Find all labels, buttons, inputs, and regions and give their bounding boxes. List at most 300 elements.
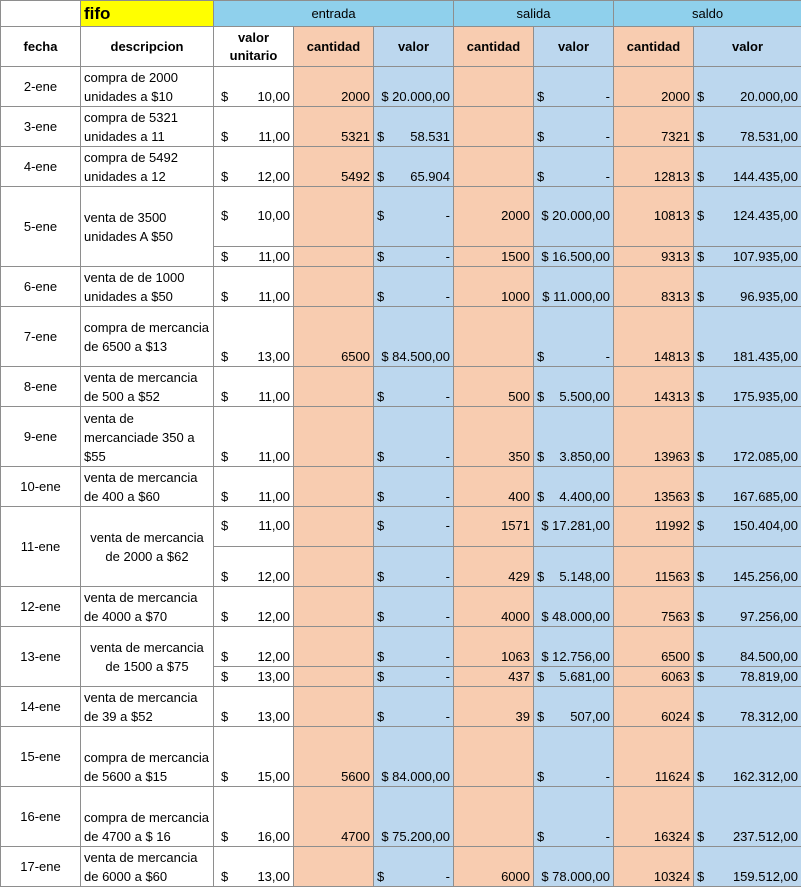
- amount: 11,00: [258, 489, 290, 504]
- table-row: [1, 367, 801, 407]
- table-row: [1, 187, 801, 247]
- saldo-cantidad-cell[interactable]: 6063: [614, 667, 694, 687]
- entrada-valor-cell[interactable]: [374, 627, 454, 667]
- header-salida-valor[interactable]: valor: [534, 27, 614, 67]
- amount: -: [446, 709, 450, 724]
- currency-symbol: $: [217, 569, 228, 584]
- amount: -: [446, 649, 450, 664]
- salida-cantidad-cell[interactable]: 1500: [454, 247, 534, 267]
- currency-symbol: $: [697, 208, 704, 223]
- valor-unitario-cell[interactable]: [214, 407, 294, 467]
- saldo-cantidad-cell[interactable]: 14313: [614, 367, 694, 407]
- amount: -: [606, 349, 610, 364]
- entrada-cantidad-cell[interactable]: [294, 467, 374, 507]
- amount: 3.850,00: [559, 449, 610, 464]
- salida-cantidad-cell[interactable]: [454, 727, 534, 787]
- currency-symbol: $: [377, 249, 384, 264]
- currency-symbol: $: [217, 669, 228, 684]
- amount: 78.531,00: [740, 129, 798, 144]
- entrada-valor-cell[interactable]: $ 20.000,00: [374, 67, 454, 107]
- entrada-valor-cell[interactable]: [374, 687, 454, 727]
- currency-symbol: $: [217, 769, 228, 784]
- currency-symbol: $: [697, 649, 704, 664]
- saldo-valor-cell[interactable]: [694, 687, 801, 727]
- valor-unitario-cell[interactable]: [214, 147, 294, 187]
- valor-unitario-cell[interactable]: [214, 307, 294, 367]
- salida-cantidad-cell[interactable]: 2000: [454, 187, 534, 247]
- saldo-valor-cell[interactable]: [694, 187, 801, 247]
- currency-symbol: $: [537, 769, 544, 784]
- saldo-valor-cell[interactable]: [694, 67, 801, 107]
- amount: 11,00: [258, 129, 290, 144]
- descripcion-cell[interactable]: venta de mercancia de 500 a $52: [81, 367, 214, 407]
- descripcion-cell[interactable]: venta de de 1000 unidades a $50: [81, 267, 214, 307]
- group-header-row: [1, 1, 801, 27]
- salida-valor-cell[interactable]: $ 78.000,00: [534, 847, 614, 887]
- entrada-valor-cell[interactable]: [374, 587, 454, 627]
- fecha-cell[interactable]: 13-ene: [1, 627, 81, 687]
- valor-unitario-cell[interactable]: [214, 187, 294, 247]
- valor-unitario-cell[interactable]: [214, 587, 294, 627]
- amount: 13,00: [257, 869, 290, 884]
- saldo-valor-cell[interactable]: [694, 307, 801, 367]
- salida-cantidad-cell[interactable]: [454, 67, 534, 107]
- entrada-cantidad-cell[interactable]: 5321: [294, 107, 374, 147]
- salida-valor-cell[interactable]: $ 12.756,00: [534, 627, 614, 667]
- salida-valor-cell[interactable]: [534, 547, 614, 587]
- currency-symbol: $: [377, 649, 384, 664]
- amount: 172.085,00: [733, 449, 798, 464]
- header-valor-unitario[interactable]: valor unitario: [214, 27, 294, 67]
- currency-symbol: $: [217, 869, 228, 884]
- currency-symbol: $: [377, 609, 384, 624]
- currency-symbol: $: [537, 169, 544, 184]
- group-saldo[interactable]: saldo: [614, 1, 801, 27]
- fecha-cell[interactable]: 3-ene: [1, 107, 81, 147]
- currency-symbol: $: [697, 449, 704, 464]
- entrada-valor-cell[interactable]: $ 84.000,00: [374, 727, 454, 787]
- salida-valor-cell[interactable]: $ 48.000,00: [534, 587, 614, 627]
- group-entrada[interactable]: entrada: [214, 1, 454, 27]
- currency-symbol: $: [377, 208, 384, 223]
- amount: 150.404,00: [733, 518, 798, 533]
- amount: 5.681,00: [559, 669, 610, 684]
- header-salida-cantidad[interactable]: cantidad: [454, 27, 534, 67]
- entrada-valor-cell[interactable]: [374, 267, 454, 307]
- salida-valor-cell[interactable]: [534, 407, 614, 467]
- header-entrada-valor[interactable]: valor: [374, 27, 454, 67]
- saldo-cantidad-cell[interactable]: 10324: [614, 847, 694, 887]
- amount: 65.904: [410, 169, 450, 184]
- descripcion-cell[interactable]: compra de mercancia de 4700 a $ 16: [81, 787, 214, 847]
- entrada-valor-cell[interactable]: [374, 667, 454, 687]
- table-row: [1, 407, 801, 467]
- salida-cantidad-cell[interactable]: 429: [454, 547, 534, 587]
- salida-cantidad-cell[interactable]: 400: [454, 467, 534, 507]
- fecha-cell[interactable]: 2-ene: [1, 67, 81, 107]
- entrada-cantidad-cell[interactable]: [294, 187, 374, 247]
- currency-symbol: $: [217, 169, 228, 184]
- amount: 10,00: [257, 89, 290, 104]
- valor-unitario-cell[interactable]: [214, 367, 294, 407]
- saldo-cantidad-cell[interactable]: 13563: [614, 467, 694, 507]
- salida-valor-cell[interactable]: [534, 687, 614, 727]
- table-row: [1, 147, 801, 187]
- saldo-valor-cell[interactable]: [694, 147, 801, 187]
- amount: 5.500,00: [559, 389, 610, 404]
- entrada-cantidad-cell[interactable]: [294, 667, 374, 687]
- saldo-valor-cell[interactable]: [694, 547, 801, 587]
- currency-symbol: $: [217, 649, 228, 664]
- corner-cell[interactable]: [1, 1, 81, 27]
- table-row: [1, 587, 801, 627]
- header-saldo-cantidad[interactable]: cantidad: [614, 27, 694, 67]
- valor-unitario-cell[interactable]: [214, 667, 294, 687]
- amount: 97.256,00: [740, 609, 798, 624]
- currency-symbol: $: [217, 609, 228, 624]
- currency-symbol: $: [217, 489, 228, 504]
- entrada-cantidad-cell[interactable]: 5492: [294, 147, 374, 187]
- valor-unitario-cell[interactable]: [214, 547, 294, 587]
- table-row: [1, 687, 801, 727]
- valor-unitario-cell[interactable]: [214, 787, 294, 847]
- currency-symbol: $: [377, 129, 384, 144]
- amount: -: [606, 129, 610, 144]
- salida-cantidad-cell[interactable]: 1063: [454, 627, 534, 667]
- amount: -: [606, 769, 610, 784]
- fecha-cell[interactable]: 4-ene: [1, 147, 81, 187]
- entrada-cantidad-cell[interactable]: 2000: [294, 67, 374, 107]
- currency-symbol: $: [697, 169, 704, 184]
- entrada-valor-cell[interactable]: [374, 147, 454, 187]
- fecha-cell[interactable]: 7-ene: [1, 307, 81, 367]
- amount: 11,00: [258, 249, 290, 264]
- descripcion-cell[interactable]: compra de 5492 unidades a 12: [81, 147, 214, 187]
- saldo-valor-cell[interactable]: [694, 247, 801, 267]
- currency-symbol: $: [377, 569, 384, 584]
- valor-unitario-cell[interactable]: [214, 627, 294, 667]
- amount: -: [446, 869, 450, 884]
- entrada-cantidad-cell[interactable]: [294, 367, 374, 407]
- salida-cantidad-cell[interactable]: 500: [454, 367, 534, 407]
- fecha-cell[interactable]: 9-ene: [1, 407, 81, 467]
- saldo-valor-cell[interactable]: [694, 667, 801, 687]
- salida-valor-cell[interactable]: [534, 667, 614, 687]
- saldo-cantidad-cell[interactable]: 14813: [614, 307, 694, 367]
- currency-symbol: $: [537, 89, 544, 104]
- entrada-valor-cell[interactable]: [374, 247, 454, 267]
- currency-symbol: $: [537, 129, 544, 144]
- saldo-cantidad-cell[interactable]: 13963: [614, 407, 694, 467]
- fecha-cell[interactable]: 16-ene: [1, 787, 81, 847]
- valor-unitario-cell[interactable]: [214, 467, 294, 507]
- entrada-valor-cell[interactable]: $ 75.200,00: [374, 787, 454, 847]
- amount: -: [446, 289, 450, 304]
- currency-symbol: $: [697, 289, 704, 304]
- salida-valor-cell[interactable]: [534, 367, 614, 407]
- currency-symbol: $: [537, 829, 544, 844]
- currency-symbol: $: [377, 389, 384, 404]
- saldo-valor-cell[interactable]: [694, 587, 801, 627]
- header-saldo-valor[interactable]: valor: [694, 27, 801, 67]
- descripcion-cell[interactable]: compra de mercancia de 5600 a $15: [81, 727, 214, 787]
- salida-valor-cell[interactable]: [534, 467, 614, 507]
- column-header-row: [1, 27, 801, 67]
- salida-valor-cell[interactable]: [534, 727, 614, 787]
- fecha-cell[interactable]: 15-ene: [1, 727, 81, 787]
- amount: 11,00: [258, 389, 290, 404]
- saldo-cantidad-cell[interactable]: 2000: [614, 67, 694, 107]
- salida-valor-cell[interactable]: [534, 307, 614, 367]
- valor-unitario-cell[interactable]: [214, 727, 294, 787]
- saldo-valor-cell[interactable]: [694, 787, 801, 847]
- amount: -: [606, 169, 610, 184]
- valor-unitario-cell[interactable]: [214, 507, 294, 547]
- salida-cantidad-cell[interactable]: 1571: [454, 507, 534, 547]
- valor-unitario-cell[interactable]: [214, 247, 294, 267]
- saldo-cantidad-cell[interactable]: 8313: [614, 267, 694, 307]
- currency-symbol: $: [537, 569, 544, 584]
- saldo-cantidad-cell[interactable]: 16324: [614, 787, 694, 847]
- currency-symbol: $: [217, 389, 228, 404]
- salida-valor-cell[interactable]: [534, 147, 614, 187]
- entrada-cantidad-cell[interactable]: [294, 687, 374, 727]
- saldo-cantidad-cell[interactable]: 11563: [614, 547, 694, 587]
- currency-symbol: $: [537, 389, 544, 404]
- currency-symbol: $: [537, 489, 544, 504]
- saldo-cantidad-cell[interactable]: 6024: [614, 687, 694, 727]
- entrada-valor-cell[interactable]: [374, 367, 454, 407]
- amount: 13,00: [257, 709, 290, 724]
- amount: 10,00: [257, 208, 290, 223]
- amount: 162.312,00: [733, 769, 798, 784]
- currency-symbol: $: [377, 169, 384, 184]
- fecha-cell[interactable]: 14-ene: [1, 687, 81, 727]
- valor-unitario-cell[interactable]: [214, 67, 294, 107]
- table-row: [1, 267, 801, 307]
- amount: -: [606, 89, 610, 104]
- entrada-valor-cell[interactable]: [374, 187, 454, 247]
- amount: 58.531: [410, 129, 450, 144]
- table-row: [1, 727, 801, 787]
- currency-symbol: $: [537, 349, 544, 364]
- table-row: [1, 467, 801, 507]
- saldo-valor-cell[interactable]: [694, 727, 801, 787]
- salida-cantidad-cell[interactable]: [454, 107, 534, 147]
- salida-valor-cell[interactable]: [534, 787, 614, 847]
- currency-symbol: $: [217, 249, 228, 264]
- salida-valor-cell[interactable]: $ 20.000,00: [534, 187, 614, 247]
- currency-symbol: $: [697, 609, 704, 624]
- entrada-cantidad-cell[interactable]: [294, 507, 374, 547]
- saldo-cantidad-cell[interactable]: 6500: [614, 627, 694, 667]
- valor-unitario-cell[interactable]: [214, 107, 294, 147]
- salida-cantidad-cell[interactable]: [454, 147, 534, 187]
- amount: 16,00: [257, 829, 290, 844]
- amount: -: [446, 609, 450, 624]
- saldo-cantidad-cell[interactable]: 7563: [614, 587, 694, 627]
- currency-symbol: $: [377, 489, 384, 504]
- descripcion-cell[interactable]: venta de mercancia de 6000 a $60: [81, 847, 214, 887]
- currency-symbol: $: [217, 518, 228, 533]
- amount: 4.400,00: [559, 489, 610, 504]
- amount: 144.435,00: [733, 169, 798, 184]
- entrada-cantidad-cell[interactable]: 4700: [294, 787, 374, 847]
- amount: -: [446, 489, 450, 504]
- descripcion-cell[interactable]: venta de mercancia de 400 a $60: [81, 467, 214, 507]
- descripcion-cell[interactable]: compra de 2000 unidades a $10: [81, 67, 214, 107]
- salida-cantidad-cell[interactable]: 437: [454, 667, 534, 687]
- fecha-cell[interactable]: 17-ene: [1, 847, 81, 887]
- entrada-valor-cell[interactable]: [374, 107, 454, 147]
- amount: 11,00: [258, 289, 290, 304]
- amount: 78.819,00: [740, 669, 798, 684]
- saldo-valor-cell[interactable]: [694, 627, 801, 667]
- valor-unitario-cell[interactable]: [214, 267, 294, 307]
- currency-symbol: $: [217, 709, 228, 724]
- currency-symbol: $: [217, 449, 228, 464]
- currency-symbol: $: [697, 869, 704, 884]
- currency-symbol: $: [697, 89, 704, 104]
- saldo-valor-cell[interactable]: [694, 107, 801, 147]
- descripcion-cell[interactable]: venta de mercancia de 2000 a $62: [81, 507, 214, 587]
- currency-symbol: $: [217, 89, 228, 104]
- currency-symbol: $: [697, 569, 704, 584]
- table-row: [1, 67, 801, 107]
- amount: 12,00: [257, 609, 290, 624]
- currency-symbol: $: [697, 769, 704, 784]
- salida-valor-cell[interactable]: [534, 67, 614, 107]
- salida-cantidad-cell[interactable]: 4000: [454, 587, 534, 627]
- saldo-valor-cell[interactable]: [694, 267, 801, 307]
- descripcion-cell[interactable]: venta de mercancia de 39 a $52: [81, 687, 214, 727]
- saldo-valor-cell[interactable]: [694, 367, 801, 407]
- entrada-cantidad-cell[interactable]: 5600: [294, 727, 374, 787]
- saldo-valor-cell[interactable]: [694, 467, 801, 507]
- salida-valor-cell[interactable]: $ 17.281,00: [534, 507, 614, 547]
- descripcion-cell[interactable]: venta de mercancia de 1500 a $75: [81, 627, 214, 687]
- entrada-cantidad-cell[interactable]: [294, 407, 374, 467]
- amount: 20.000,00: [740, 89, 798, 104]
- saldo-cantidad-cell[interactable]: 10813: [614, 187, 694, 247]
- entrada-cantidad-cell[interactable]: 6500: [294, 307, 374, 367]
- header-descripcion[interactable]: descripcion: [81, 27, 214, 67]
- table-row: [1, 307, 801, 367]
- currency-symbol: $: [697, 349, 704, 364]
- entrada-cantidad-cell[interactable]: [294, 847, 374, 887]
- salida-cantidad-cell[interactable]: 39: [454, 687, 534, 727]
- currency-symbol: $: [697, 829, 704, 844]
- fecha-cell[interactable]: 8-ene: [1, 367, 81, 407]
- fecha-cell[interactable]: 5-ene: [1, 187, 81, 267]
- amount: -: [446, 389, 450, 404]
- salida-cantidad-cell[interactable]: 6000: [454, 847, 534, 887]
- entrada-valor-cell[interactable]: [374, 467, 454, 507]
- entrada-cantidad-cell[interactable]: [294, 247, 374, 267]
- amount: 13,00: [257, 349, 290, 364]
- amount: 175.935,00: [733, 389, 798, 404]
- saldo-cantidad-cell[interactable]: 11992: [614, 507, 694, 547]
- entrada-valor-cell[interactable]: [374, 547, 454, 587]
- sheet-title[interactable]: fifo: [81, 1, 214, 27]
- salida-valor-cell[interactable]: $ 11.000,00: [534, 267, 614, 307]
- amount: 237.512,00: [733, 829, 798, 844]
- salida-cantidad-cell[interactable]: [454, 787, 534, 847]
- currency-symbol: $: [377, 518, 384, 533]
- fecha-cell[interactable]: 10-ene: [1, 467, 81, 507]
- saldo-cantidad-cell[interactable]: 7321: [614, 107, 694, 147]
- amount: 145.256,00: [733, 569, 798, 584]
- entrada-valor-cell[interactable]: [374, 507, 454, 547]
- entrada-valor-cell[interactable]: [374, 847, 454, 887]
- entrada-cantidad-cell[interactable]: [294, 587, 374, 627]
- salida-cantidad-cell[interactable]: [454, 307, 534, 367]
- amount: 124.435,00: [733, 208, 798, 223]
- saldo-cantidad-cell[interactable]: 11624: [614, 727, 694, 787]
- saldo-cantidad-cell[interactable]: 9313: [614, 247, 694, 267]
- entrada-cantidad-cell[interactable]: [294, 547, 374, 587]
- amount: -: [446, 249, 450, 264]
- saldo-valor-cell[interactable]: [694, 507, 801, 547]
- currency-symbol: $: [697, 389, 704, 404]
- amount: -: [446, 518, 450, 533]
- salida-valor-cell[interactable]: [534, 107, 614, 147]
- header-fecha[interactable]: fecha: [1, 27, 81, 67]
- fecha-cell[interactable]: 11-ene: [1, 507, 81, 587]
- currency-symbol: $: [697, 129, 704, 144]
- saldo-valor-cell[interactable]: [694, 847, 801, 887]
- currency-symbol: $: [377, 869, 384, 884]
- valor-unitario-cell[interactable]: [214, 847, 294, 887]
- entrada-cantidad-cell[interactable]: [294, 267, 374, 307]
- amount: 159.512,00: [733, 869, 798, 884]
- salida-cantidad-cell[interactable]: 1000: [454, 267, 534, 307]
- currency-symbol: $: [697, 249, 704, 264]
- descripcion-cell[interactable]: venta de mercanciade 350 a $55: [81, 407, 214, 467]
- descripcion-cell[interactable]: compra de 5321 unidades a 11: [81, 107, 214, 147]
- table-row: [1, 507, 801, 547]
- descripcion-cell[interactable]: venta de 3500 unidades A $50: [81, 187, 214, 267]
- amount: 507,00: [570, 709, 610, 724]
- amount: 78.312,00: [740, 709, 798, 724]
- salida-cantidad-cell[interactable]: 350: [454, 407, 534, 467]
- entrada-valor-cell[interactable]: [374, 407, 454, 467]
- group-salida[interactable]: salida: [454, 1, 614, 27]
- fecha-cell[interactable]: 6-ene: [1, 267, 81, 307]
- saldo-cantidad-cell[interactable]: 12813: [614, 147, 694, 187]
- valor-unitario-cell[interactable]: [214, 687, 294, 727]
- amount: 12,00: [257, 169, 290, 184]
- amount: -: [446, 449, 450, 464]
- amount: 167.685,00: [733, 489, 798, 504]
- currency-symbol: $: [217, 349, 228, 364]
- currency-symbol: $: [377, 289, 384, 304]
- currency-symbol: $: [377, 669, 384, 684]
- table-body: [1, 67, 801, 887]
- table-row: [1, 627, 801, 667]
- amount: 12,00: [257, 649, 290, 664]
- descripcion-cell[interactable]: venta de mercancia de 4000 a $70: [81, 587, 214, 627]
- salida-valor-cell[interactable]: $ 16.500,00: [534, 247, 614, 267]
- saldo-valor-cell[interactable]: [694, 407, 801, 467]
- currency-symbol: $: [697, 489, 704, 504]
- header-entrada-cantidad[interactable]: cantidad: [294, 27, 374, 67]
- table-row: [1, 787, 801, 847]
- fecha-cell[interactable]: 12-ene: [1, 587, 81, 627]
- entrada-valor-cell[interactable]: $ 84.500,00: [374, 307, 454, 367]
- entrada-cantidad-cell[interactable]: [294, 627, 374, 667]
- descripcion-cell[interactable]: compra de mercancia de 6500 a $13: [81, 307, 214, 367]
